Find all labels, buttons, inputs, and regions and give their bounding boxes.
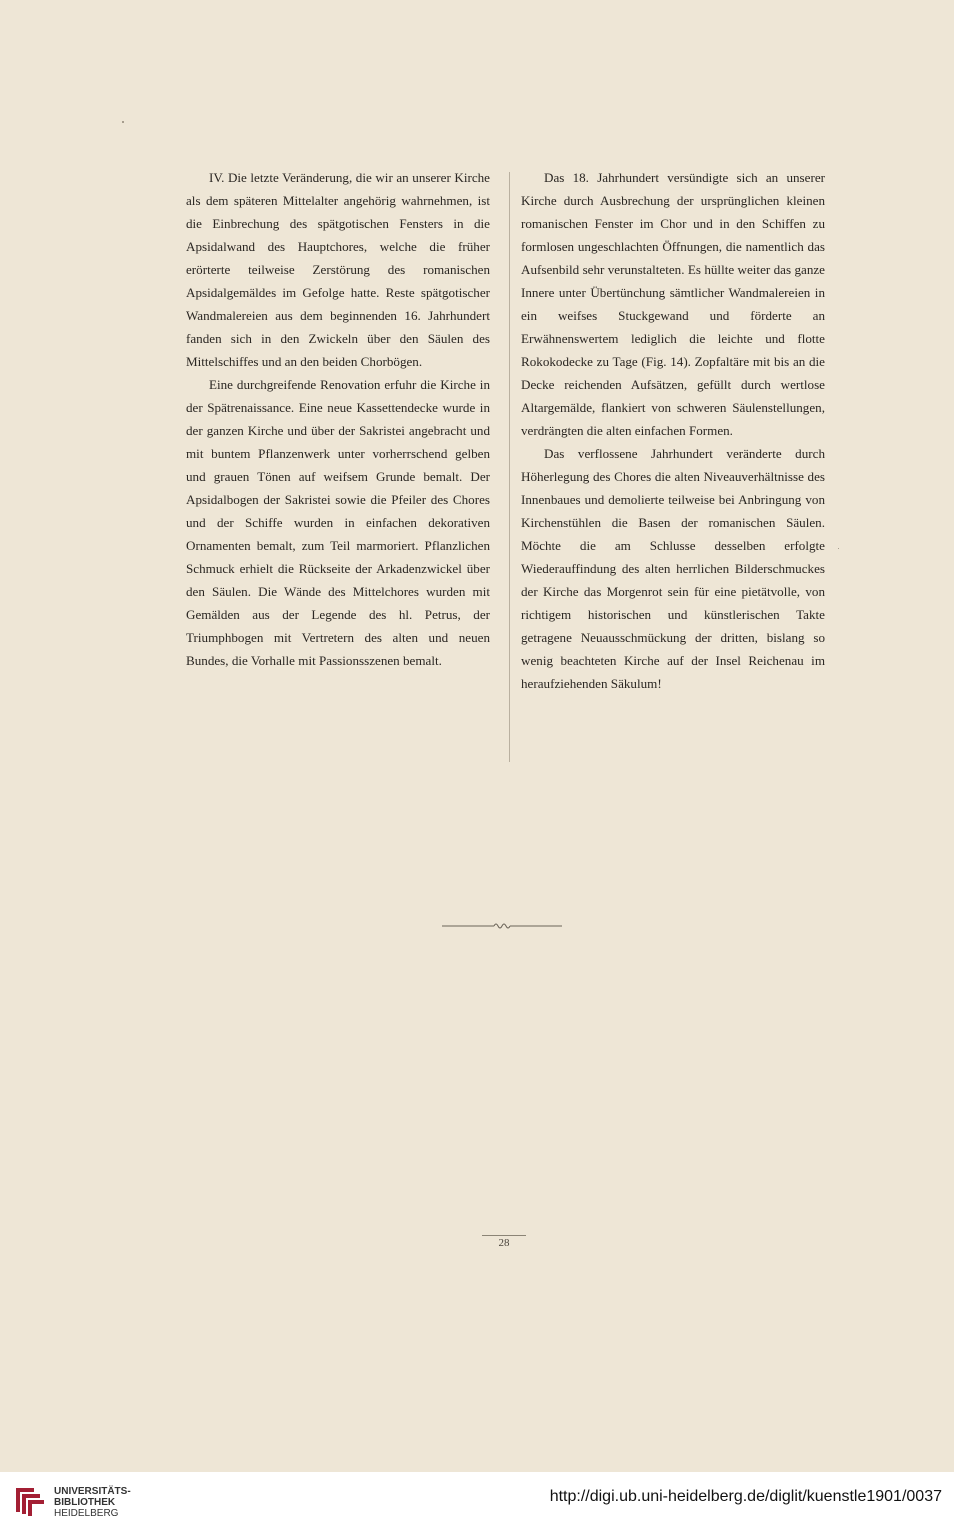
paper-speck [838,548,839,549]
paper-speck [122,121,124,123]
library-name-line: UNIVERSITÄTS- [54,1486,131,1497]
paragraph: Eine durchgreifende Renovation erfuhr die Kirche in der Spätrenaissance. Eine neue Kassettendecke wurde in der ganzen Kirche und über der Sakristei angebracht und mit buntem Pflanzenwerk unter vorherrschend gelben und grauen Tönen auf weifsem Grunde bemalt. Der Apsidalbogen der Sakristei sowie die Pfeiler des Chores und der Schiffe wurden in einfachen dekorativen Ornamenten bemalt, zum Teil marmoriert. Pflanzlichen Schmuck erhielt die Rückseite der Arkadenzwickel über den Säulen. Die Wände des Mittelchores wurden mit Gemälden aus der Legende des hl. Petrus, der Triumphbogen mit Vertretern des alten und neuen Bundes, die Vorhalle mit Passionsszenen bemalt. [186,377,490,668]
library-name [54,1486,131,1519]
library-name-line: HEIDELBERG [54,1508,119,1519]
university-library-logo-icon [12,1482,48,1518]
paragraph: Das verflossene Jahrhundert veränderte durch Höherlegung des Chores die alten Niveauverhältnisse des Innenbaues und demolierte teilweise bei Anbringung von Kirchenstühlen die Basen der romanischen Säulen. Möchte die am Schlusse desselben erfolgte Wiederauffindung des alten herrlichen Bilderschmuckes der Kirche das Morgenrot sein für eine pietätvolle, von richtigem historischen und künstlerischen Takte getragene Neuausschmückung der dritten, bislang so wenig beachteten Kirche auf der Insel Reichenau im heraufziehenden Säkulum! [521,446,825,691]
paragraph: Das 18. Jahrhundert versündigte sich an unserer Kirche durch Ausbrechung der ursprünglichen kleinen romanischen Fenster im Chor und in den Schiffen zu formlosen ungeschlachten Öffnungen, die namentlich das Aufsenbild sehr verunstalteten. Es hüllte weiter das ganze Innere unter Übertünchung sämtlicher Wandmalereien in ein weifses Stuckgewand und förderte an Erwähnenswertem lediglich die leichte und flotte Rokokodecke zu Tage (Fig. 14). Zopfaltäre mit bis an die Decke reichenden Aufsätzen, gefüllt durch wertlose Altargemälde, flankiert von schweren Säulenstellungen, verdrängten die alten einfachen Formen. [521,170,825,438]
paragraph: IV. Die letzte Veränderung, die wir an unserer Kirche als dem späteren Mittelalter angehörig wahrnehmen, ist die Einbrechung des spätgotischen Fensters in die Apsidalwand des Hauptchores, welche die früher erörterte teilweise Zerstörung des romanischen Apsidalgemäldes im Gefolge hatte. Reste spätgotischer Wandmalereien aus dem beginnenden 16. Jahrhundert fanden sich in den Zwickeln über den Säulen des Mittelschiffes und an den beiden Chorbögen. [186,170,490,369]
library-name-line: BIBLIOTHEK [54,1497,116,1508]
permalink-url[interactable]: http://digi.ub.uni-heidelberg.de/diglit/kuenstle1901/0037 [549,1488,942,1505]
section-end-ornament [442,920,562,932]
right-text-column [521,166,825,695]
column-divider [509,172,510,762]
footer-bar [0,1472,954,1528]
page-number: 28 [498,1237,510,1249]
page-number-rule [482,1235,526,1236]
left-text-column [186,166,490,672]
